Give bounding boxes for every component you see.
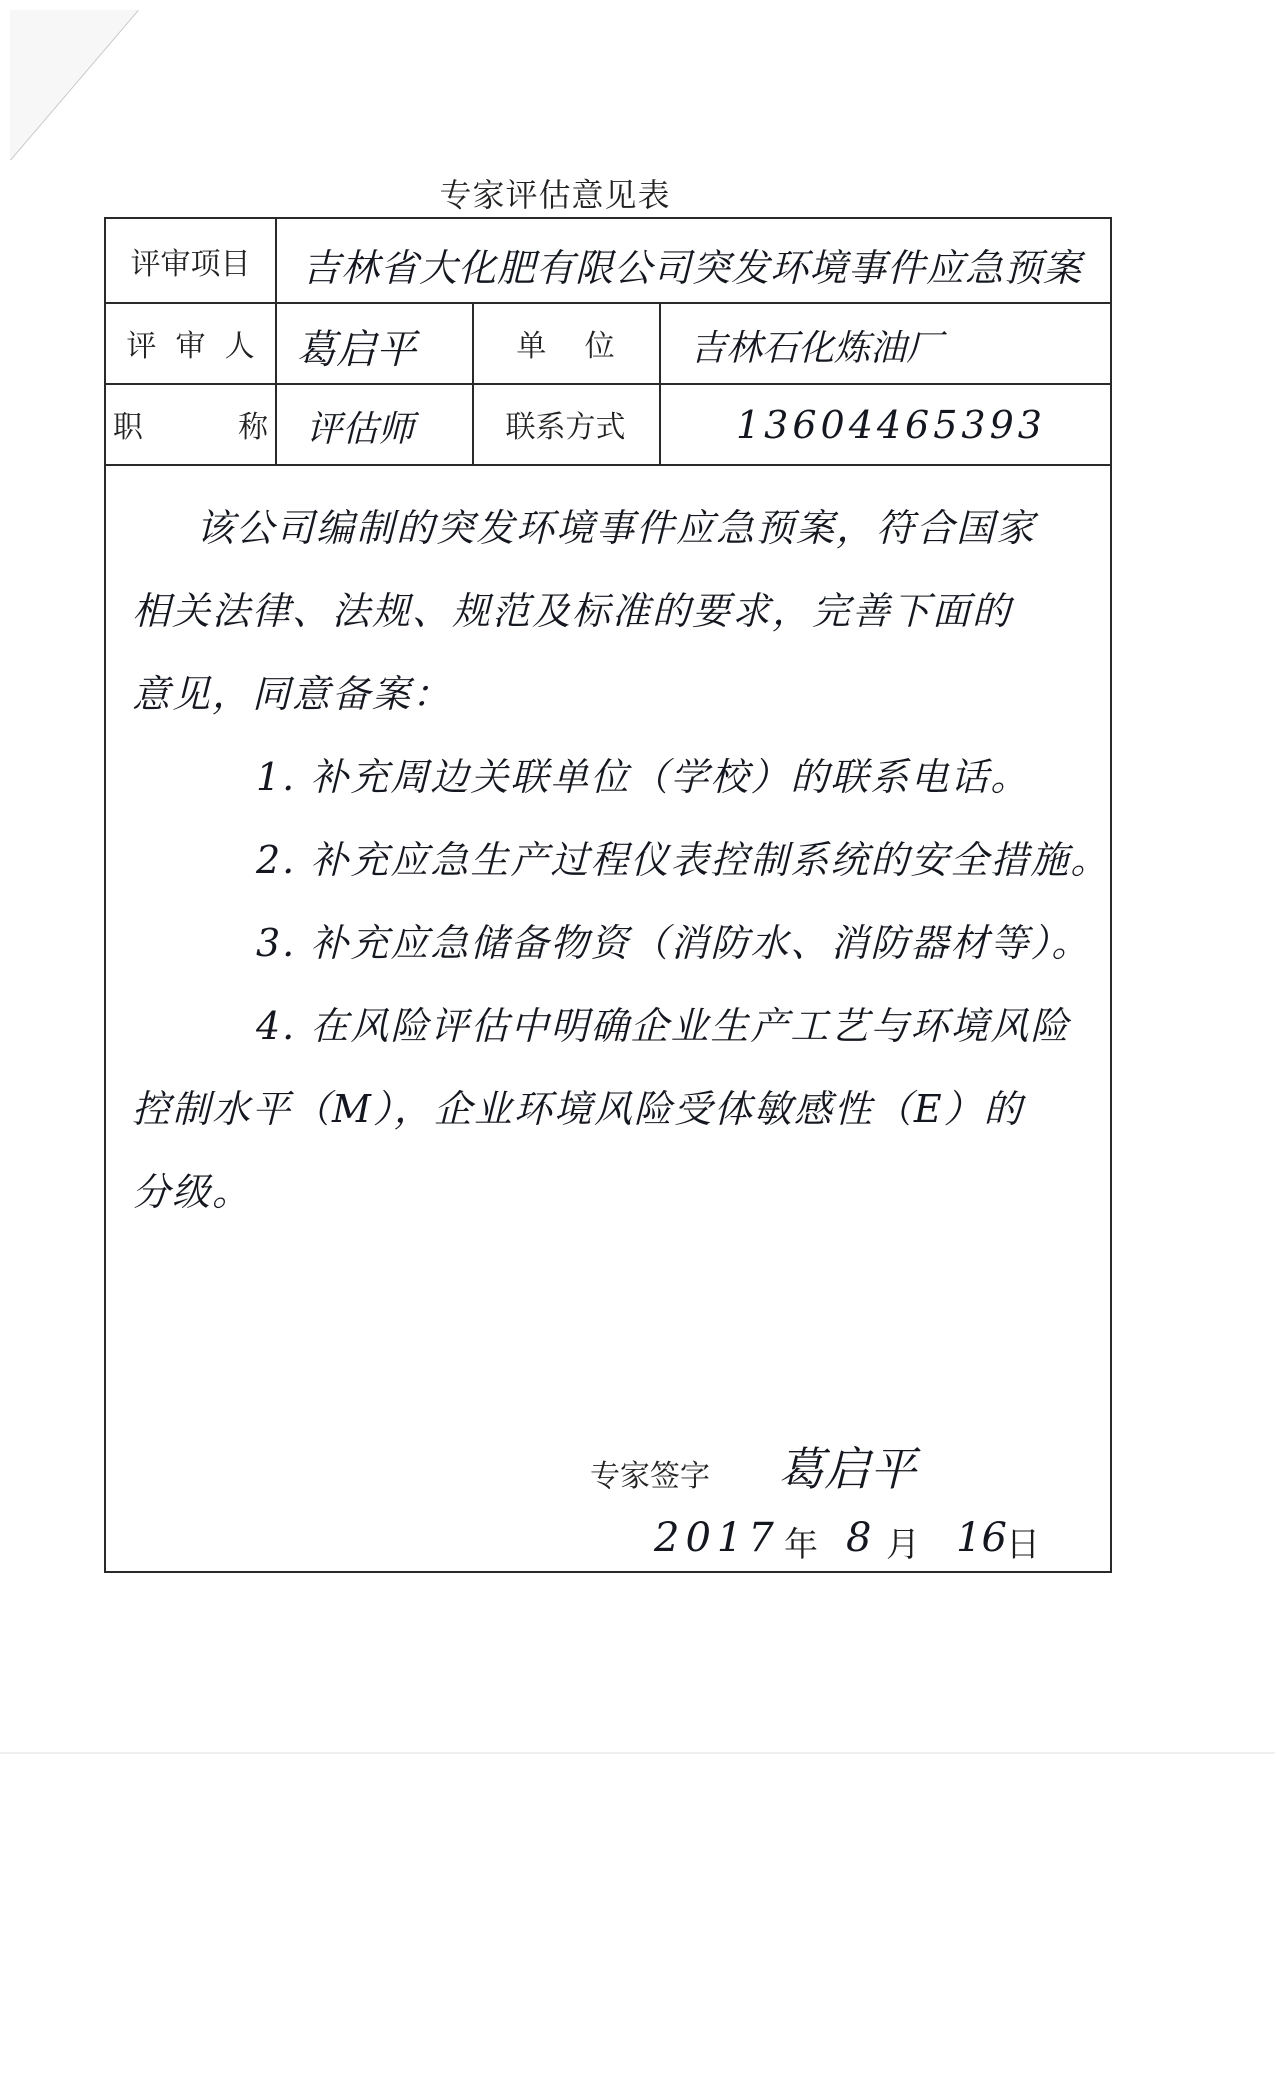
opinion-line: 3. 补充应急储备物资（消防水、消防器材等）。: [256, 921, 1092, 965]
date-month: 8: [846, 1515, 872, 1561]
date-day: 16: [956, 1515, 1007, 1561]
page-title: 专家评估意见表: [439, 176, 671, 214]
date-year: 2017: [654, 1515, 780, 1561]
opinion-line: 意见，同意备案：: [132, 672, 453, 716]
opinion-line: 4. 在风险评估中明确企业生产工艺与环境风险: [256, 1004, 1071, 1048]
unit-value: 吉林石化炼油厂: [690, 328, 943, 369]
reviewer-label: 评 审 人: [126, 328, 255, 364]
project-value: 吉林省大化肥有限公司突发环境事件应急预案: [302, 246, 1083, 290]
position-label: 职 称: [112, 409, 269, 445]
scan-edge: [0, 1752, 1275, 1754]
opinion-line: 分级。: [132, 1170, 253, 1214]
date-day-unit: 日: [1006, 1525, 1040, 1565]
opinion-line: 该公司编制的突发环境事件应急预案，符合国家: [196, 506, 1037, 550]
reviewer-value: 葛启平: [296, 327, 416, 373]
date-year-unit: 年: [784, 1525, 818, 1565]
position-value: 评估师: [306, 409, 415, 450]
opinion-line: 1. 补充周边关联单位（学校）的联系电话。: [256, 755, 1031, 799]
row-divider: [106, 464, 1110, 466]
expert-signature: 葛启平: [778, 1442, 916, 1496]
unit-label: 单 位: [516, 328, 615, 364]
contact-label: 联系方式: [505, 409, 626, 445]
scan-fold-mark: [10, 10, 140, 160]
contact-value: 13604465393: [736, 403, 1046, 447]
opinion-line: 2. 补充应急生产过程仪表控制系统的安全措施。: [256, 838, 1111, 882]
evaluation-form-table: [104, 217, 1112, 1573]
opinion-line: 相关法律、法规、规范及标准的要求，完善下面的: [132, 589, 1013, 633]
date-month-unit: 月: [886, 1525, 920, 1565]
column-divider: [275, 219, 277, 464]
column-divider: [659, 302, 661, 464]
signature-label: 专家签字: [590, 1459, 710, 1494]
opinion-line: 控制水平（M），企业环境风险受体敏感性（E）的: [132, 1087, 1024, 1131]
project-label: 评审项目: [130, 246, 251, 282]
